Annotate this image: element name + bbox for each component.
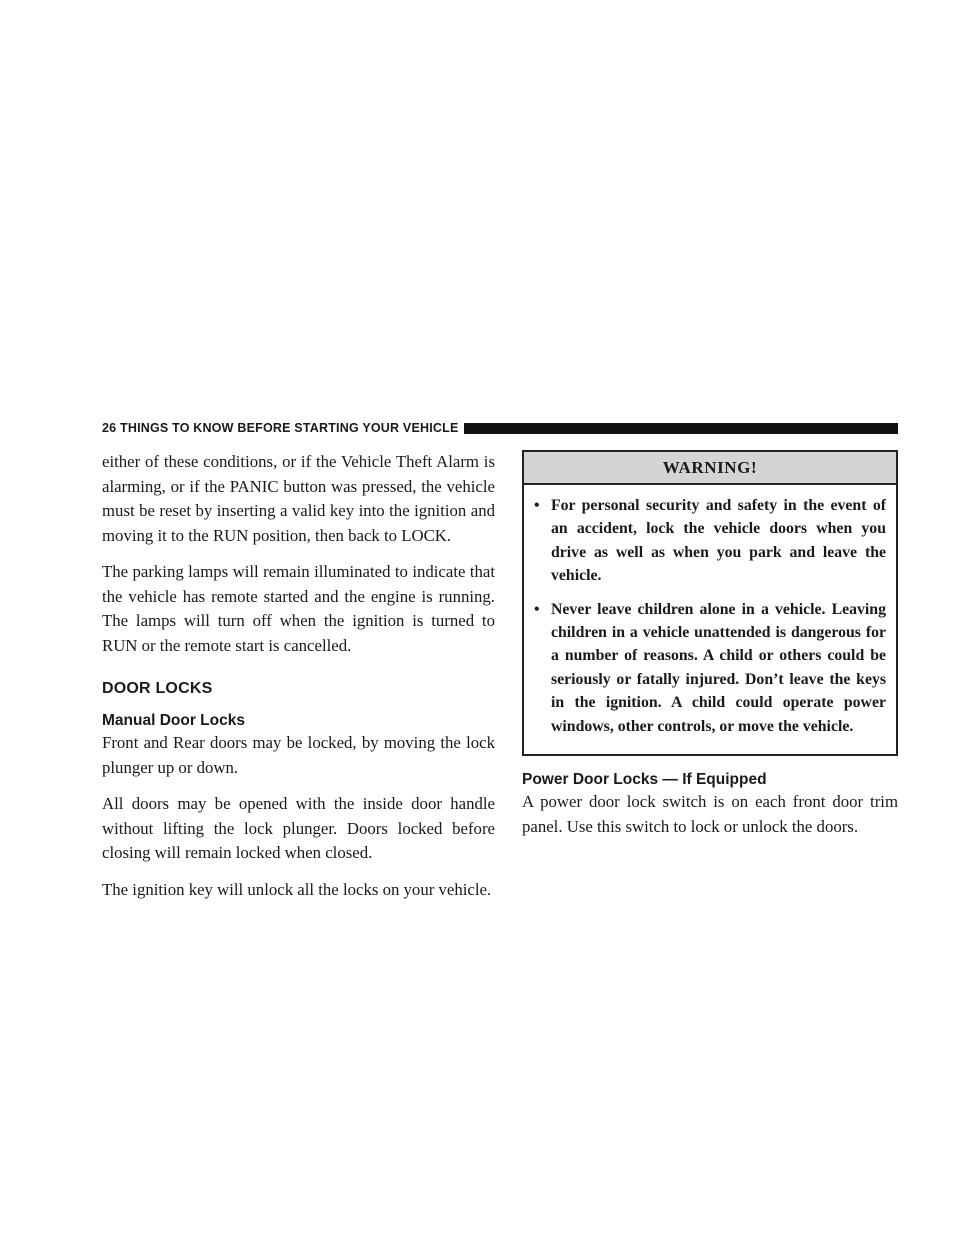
warning-item-text: Never leave children alone in a vehicle. Leaving children in a vehicle unattended is dangerous for a number of reasons. A child or others could be seriously or fatally injured. Don’t leave the keys in the ignition. A child could operate power windows, other controls, or move the vehicle.	[551, 600, 886, 735]
subsection-heading-power-door-locks: Power Door Locks — If Equipped	[522, 771, 767, 789]
warning-item-text: For personal security and safety in the event of an accident, lock the vehicle doors when you drive as well as when you park and leave the vehicle.	[551, 497, 886, 585]
header-text	[102, 421, 464, 435]
paragraph-ignition-key: The ignition key will unlock all the locks on your vehicle.	[102, 879, 492, 899]
bullet-icon: •	[534, 600, 540, 618]
power-door-locks-section	[522, 771, 898, 839]
warning-item	[534, 598, 886, 738]
paragraph-alarm-reset: either of these conditions, or if the Vehicle Theft Alarm is alarming, or if the PANIC button was pressed, the vehicle must be reset by inserting a valid key into the ignition and moving it to the RUN position, then back to LOCK.	[102, 452, 495, 545]
section-heading-door-locks: DOOR LOCKS	[102, 680, 213, 697]
warning-list	[524, 485, 896, 754]
left-column	[102, 450, 495, 914]
paragraph-power-lock-switch: A power door lock switch is on each front door trim panel. Use this switch to lock or unlock the doors.	[522, 792, 898, 836]
running-title: THINGS TO KNOW BEFORE STARTING YOUR VEHICLE	[120, 421, 459, 435]
running-header	[102, 420, 898, 436]
subsection-heading-manual-door-locks: Manual Door Locks	[102, 712, 245, 729]
warning-item	[534, 494, 886, 588]
paragraph-lock-plunger: Front and Rear doors may be locked, by moving the lock plunger up or down.	[102, 733, 495, 777]
bullet-icon: •	[534, 497, 540, 514]
paragraph-parking-lamps: The parking lamps will remain illuminated to indicate that the vehicle has remote started and the engine is running. The lamps will turn off when the ignition is turned to RUN or the remote start is cancelled.	[102, 562, 495, 655]
page-number: 26	[102, 421, 117, 435]
warning-title: WARNING!	[524, 452, 896, 485]
right-column	[522, 450, 898, 839]
header-rule	[464, 423, 898, 434]
warning-box	[522, 450, 898, 756]
paragraph-inside-handle: All doors may be opened with the inside door handle without lifting the lock plunger. Doors locked before closing will remain locked when closed.	[102, 794, 495, 862]
